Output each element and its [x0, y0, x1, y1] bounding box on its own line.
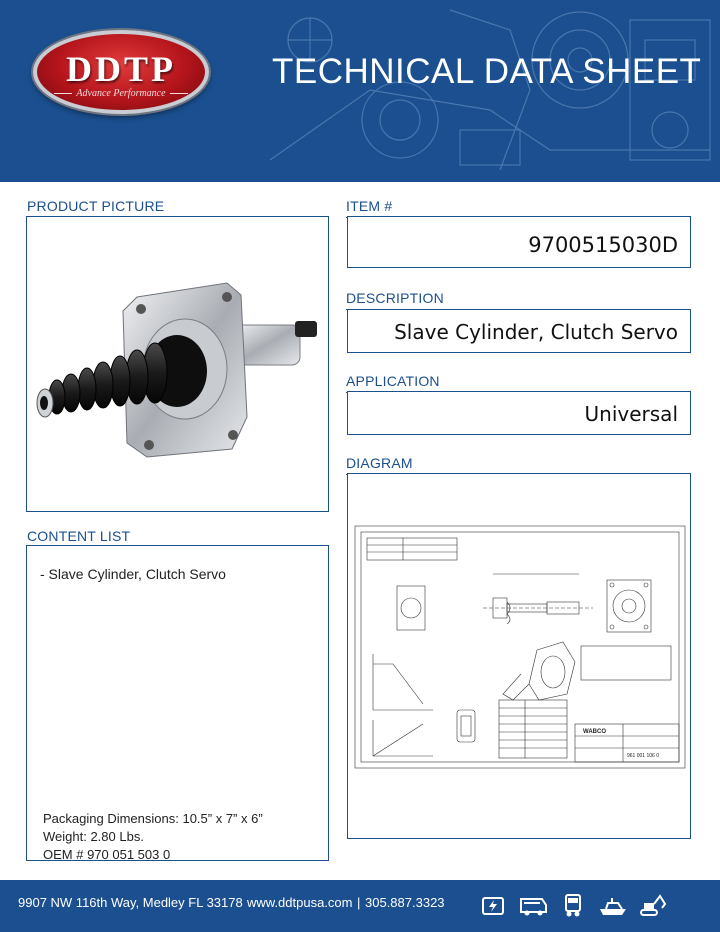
product-picture-box: [26, 216, 329, 512]
diagram-label: DIAGRAM: [346, 455, 413, 471]
generator-icon: [478, 890, 508, 920]
oem-number: OEM # 970 051 503 0: [43, 847, 171, 862]
packaging-dimensions: Packaging Dimensions: 10.5” x 7” x 6”: [43, 811, 263, 826]
item-label: ITEM #: [346, 198, 393, 214]
ddtp-logo: [33, 30, 209, 114]
application-icons: [478, 890, 668, 920]
item-number-value: 9700515030D: [528, 233, 678, 257]
footer-phone: 305.887.3323: [365, 895, 445, 910]
excavator-icon: [638, 890, 668, 920]
footer-separator: |: [357, 895, 361, 910]
drawing-brand: WABCO: [583, 729, 606, 735]
footer-bar: [0, 880, 720, 932]
weight: Weight: 2.80 Lbs.: [43, 829, 144, 844]
description-value: Slave Cylinder, Clutch Servo: [394, 320, 678, 344]
application-label: APPLICATION: [346, 373, 440, 389]
content-item: - Slave Cylinder, Clutch Servo: [40, 566, 226, 582]
description-label: DESCRIPTION: [346, 290, 444, 306]
bus-icon: [518, 890, 548, 920]
header-banner: [0, 0, 720, 182]
page-title: TECHNICAL DATA SHEET: [272, 52, 702, 91]
product-picture-label: PRODUCT PICTURE: [27, 198, 165, 214]
drawing-part-number: 961 001 106 0: [627, 753, 659, 759]
content-list-box: [26, 545, 329, 861]
footer-website-link[interactable]: www.ddtpusa.com: [247, 895, 353, 910]
footer-address: 9907 NW 116th Way, Medley FL 33178: [18, 895, 243, 910]
description-box: [347, 309, 691, 353]
logo-text: DDTP: [66, 49, 176, 89]
logo-tagline: Advance Performance: [37, 88, 205, 99]
truck-icon: [558, 890, 588, 920]
application-value: Universal: [584, 402, 678, 426]
technical-drawing: [353, 524, 687, 770]
item-number-box: [347, 216, 691, 268]
slave-cylinder-photo: [27, 217, 330, 513]
boat-icon: [598, 890, 628, 920]
content-list-label: CONTENT LIST: [27, 528, 131, 544]
application-box: [347, 391, 691, 435]
diagram-box: [347, 473, 691, 839]
